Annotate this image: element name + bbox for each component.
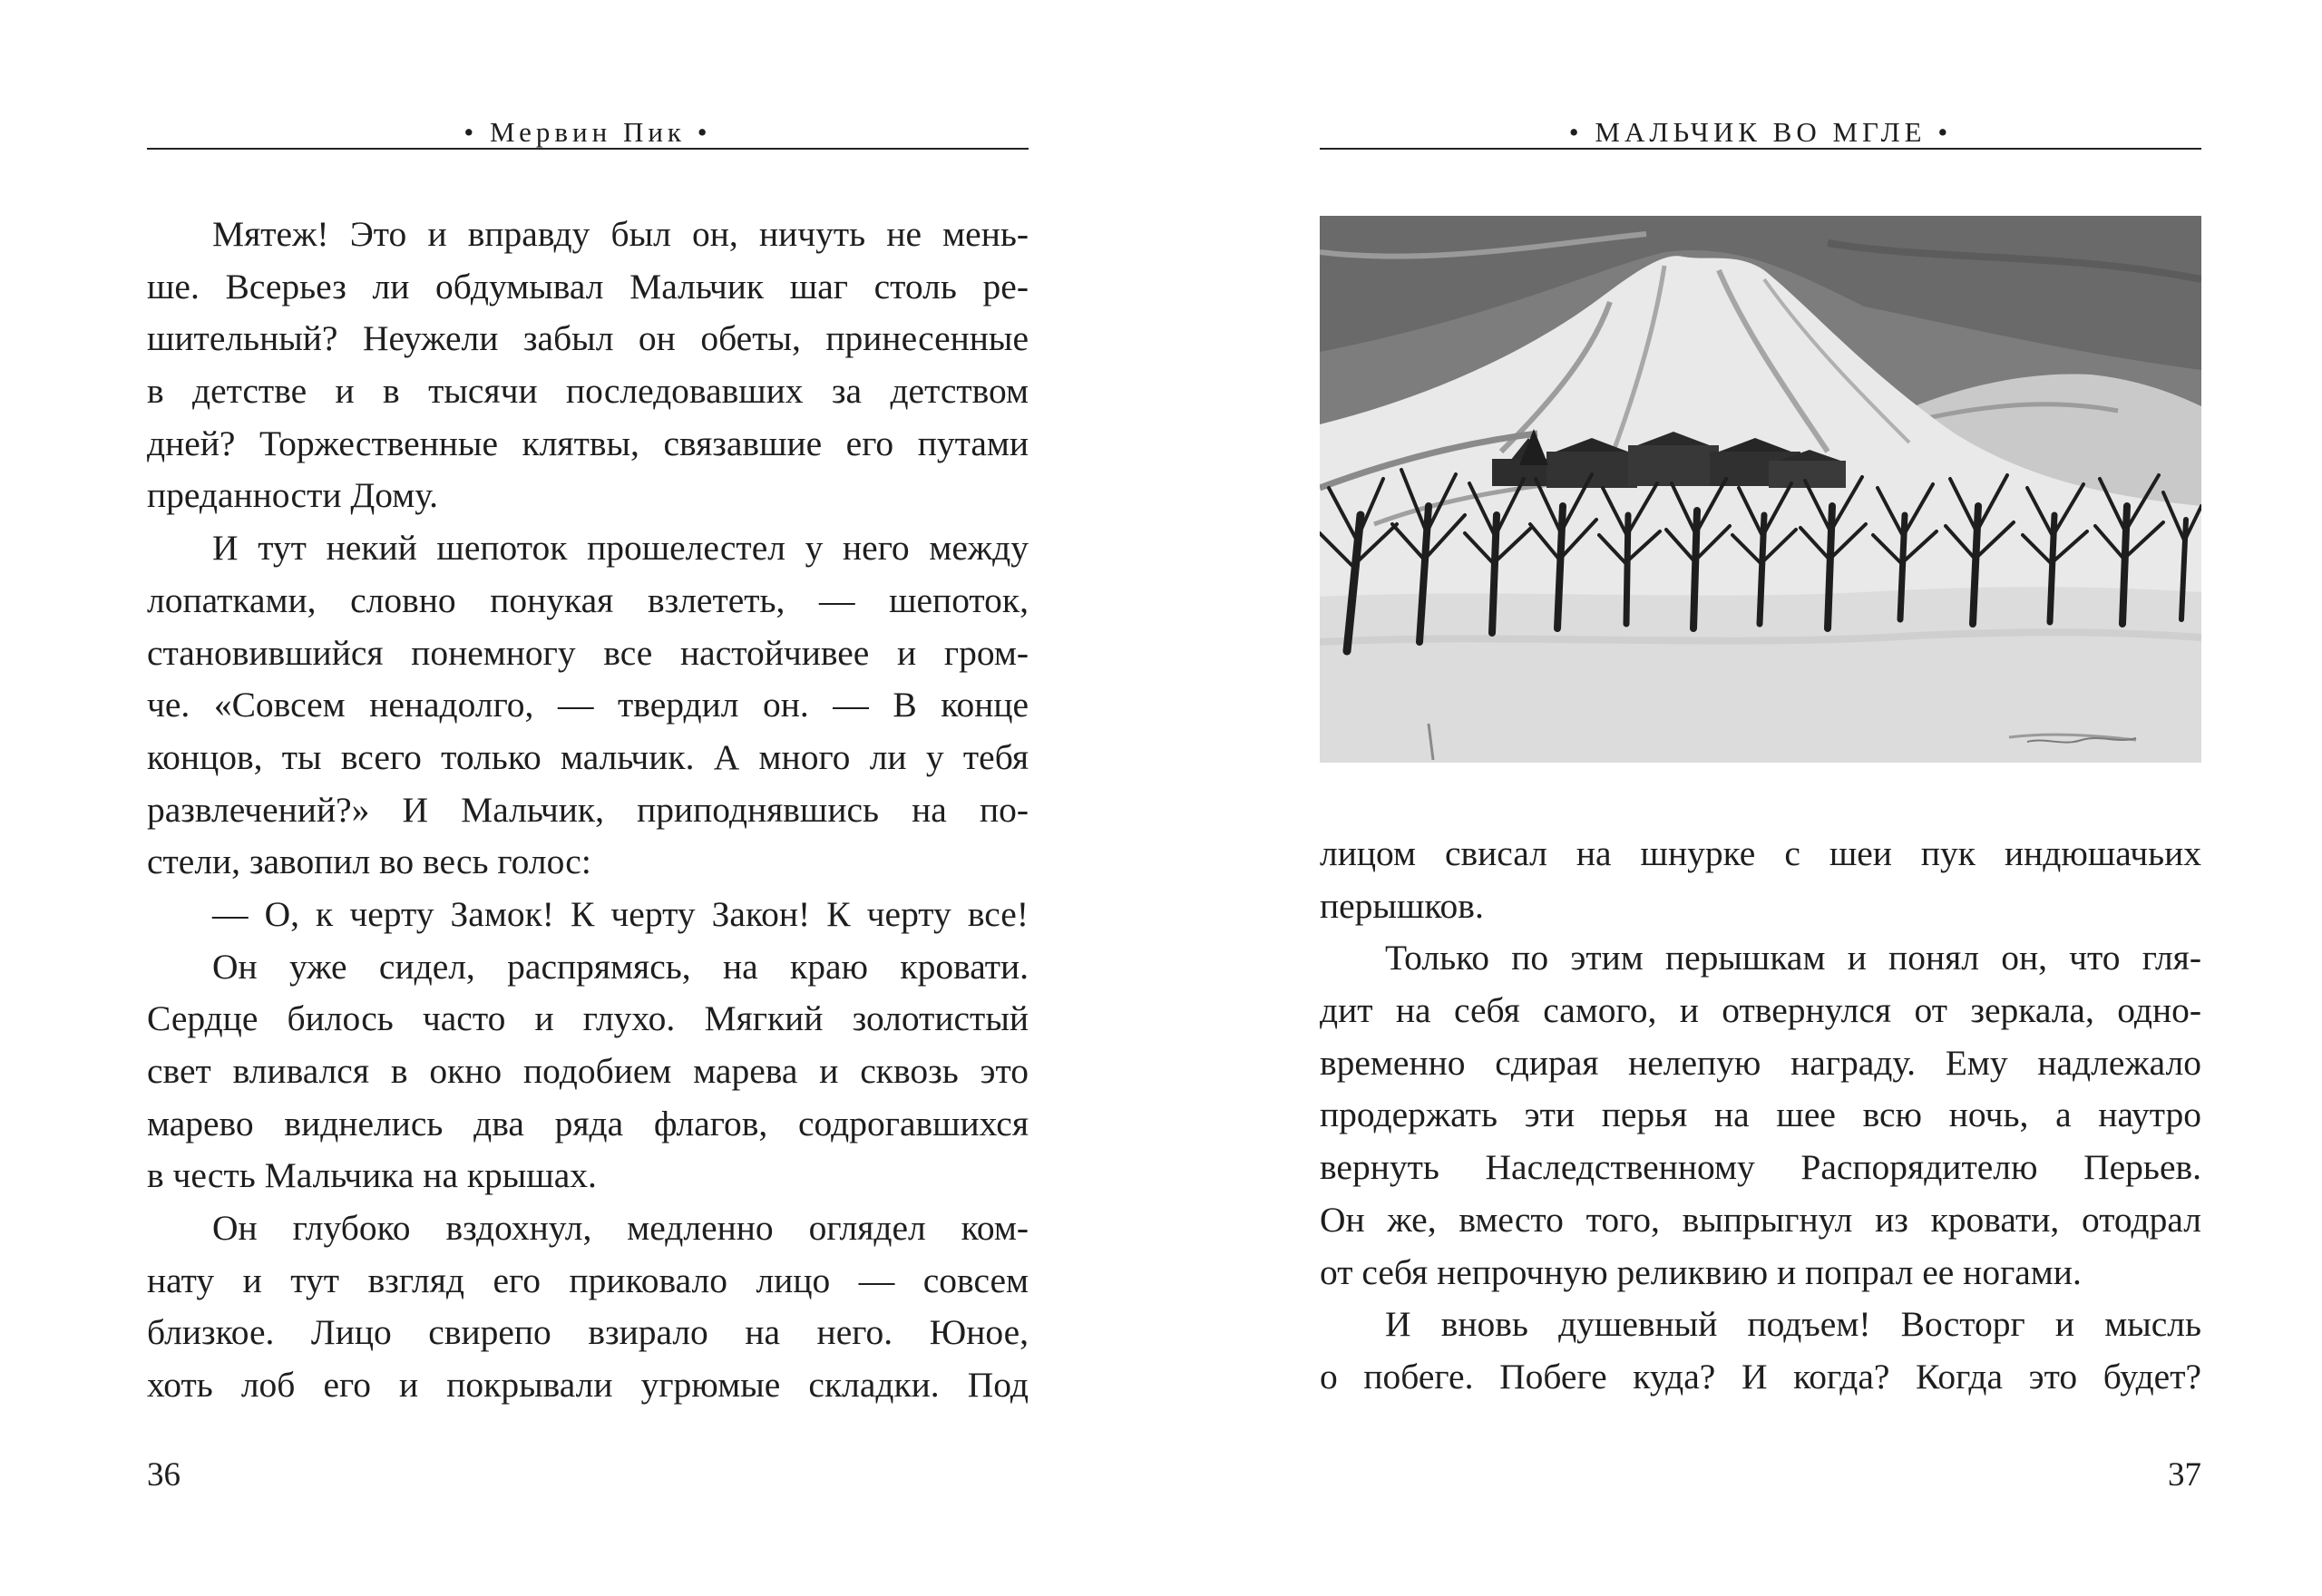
text-line: о побеге. Побеге куда? И когда? Когда это будет? — [1320, 1356, 2201, 1396]
text-line: лопатками, словно понукая взлететь, — шепоток, — [147, 579, 1029, 620]
page-number: 37 — [2168, 1456, 2201, 1494]
text-line: Мятеж! Это и вправду был он, ничуть не мень- — [212, 214, 1029, 254]
body-text — [147, 209, 1029, 1412]
text-line: временно сдирая нелепую награду. Ему надлежало — [1320, 1042, 2201, 1083]
text-line: дит на себя самого, и отвернулся от зеркала, одно- — [1320, 990, 2201, 1031]
text-line: в честь Мальчика на крышах. — [147, 1155, 597, 1196]
text-line: марево виднелись два ряда флагов, содрогавшихся — [147, 1103, 1029, 1143]
left-page — [147, 0, 1029, 1596]
header-rule — [1320, 148, 2201, 150]
text-line: близкое. Лицо свирепо взирало на него. Юное, — [147, 1312, 1029, 1353]
text-line: лицом свисал на шнурке с шеи пук индюшачьих — [1320, 833, 2201, 873]
text-line: Он же, вместо того, выпрыгнул из кровати, отодрал — [1320, 1199, 2201, 1240]
text-line: продержать эти перья на шее всю ночь, а наутро — [1320, 1095, 2201, 1135]
text-line: дней? Торжественные клятвы, связавшие его путами — [147, 423, 1029, 463]
text-line: от себя непрочную реликвию и попрал ее ногами. — [1320, 1251, 2082, 1292]
body-text — [1320, 828, 2201, 1404]
running-head-title: • МАЛЬЧИК ВО МГЛЕ • — [1568, 116, 1953, 148]
header-rule — [147, 148, 1029, 150]
text-line: Он уже сидел, распрямясь, на краю кровати. — [212, 946, 1029, 987]
text-line: преданности Дому. — [147, 475, 438, 516]
text-line: перышков. — [1320, 885, 1484, 926]
text-line: Только по этим перышкам и понял он, что гля- — [1385, 938, 2201, 978]
text-line: че. «Совсем ненадолго, — твердил он. — В конце — [147, 685, 1029, 725]
text-line: шительный? Неужели забыл он обеты, принесенные — [147, 318, 1029, 359]
right-page — [1320, 0, 2201, 1596]
text-line: концов, ты всего только мальчик. А много ли у тебя — [147, 736, 1029, 777]
text-line: ше. Всерьез ли обдумывал Мальчик шаг столь ре- — [147, 266, 1029, 307]
running-head-author: • Мервин Пик • — [463, 116, 712, 148]
text-line: в детстве и в тысячи последовавших за детством — [147, 371, 1029, 412]
text-line: И вновь душевный подъем! Восторг и мысль — [1385, 1304, 2201, 1345]
mountain-village-sketch-icon — [1320, 216, 2201, 763]
text-line: развлечений?» И Мальчик, приподнявшись на по- — [147, 789, 1029, 830]
text-line: Сердце билось часто и глухо. Мягкий золотистый — [147, 998, 1029, 1039]
text-line: стели, завопил во весь голос: — [147, 842, 591, 882]
text-line: И тут некий шепоток прошелестел у него между — [212, 528, 1029, 569]
page-number: 36 — [147, 1456, 180, 1494]
text-line: становившийся понемногу все настойчивее и гром- — [147, 632, 1029, 673]
text-line: Он глубоко вздохнул, медленно оглядел ком- — [212, 1208, 1029, 1249]
text-line: нату и тут взгляд его приковало лицо — совсем — [147, 1260, 1029, 1300]
text-line: свет вливался в окно подобием марева и сквозь это — [147, 1051, 1029, 1091]
text-line: хоть лоб его и покрывали угрюмые складки. Под — [147, 1365, 1029, 1406]
text-line: вернуть Наследственному Распорядителю Перьев. — [1320, 1147, 2201, 1188]
text-line: — О, к черту Замок! К черту Закон! К черту все! — [212, 893, 1029, 934]
